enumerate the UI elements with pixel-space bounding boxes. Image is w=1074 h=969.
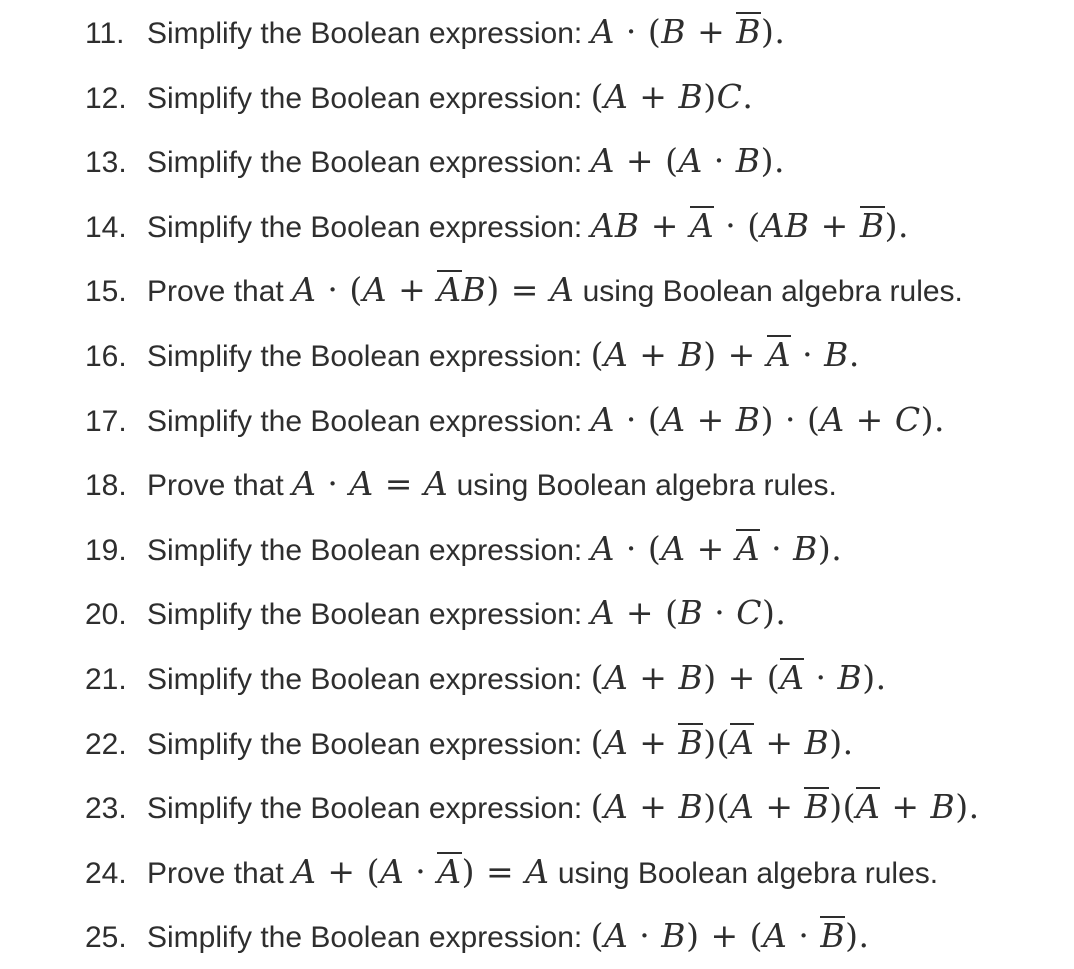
item-text: Simplify the Boolean expression: — [147, 146, 591, 180]
math-expression: (A · B) + (A · B). — [590, 916, 870, 956]
item-number: 14. — [85, 210, 127, 244]
item-number: 19. — [85, 533, 127, 567]
item-number: 23. — [85, 792, 127, 826]
item-content — [147, 464, 837, 504]
item-number: 21. — [85, 662, 127, 696]
item-text: Prove that — [147, 275, 293, 309]
math-expression: (A + B)(A + B)(A + B). — [590, 787, 980, 827]
item-text: using Boolean algebra rules. — [448, 469, 837, 503]
exercise-item — [0, 0, 1074, 65]
exercise-item — [0, 129, 1074, 194]
math-expression: (A + B)C. — [590, 76, 754, 116]
item-content — [147, 593, 787, 633]
item-text: Simplify the Boolean expression: — [147, 533, 591, 567]
math-expression: A + (B · C). — [590, 593, 787, 633]
item-text: Simplify the Boolean expression: — [147, 339, 591, 373]
item-number: 16. — [85, 339, 127, 373]
item-content — [147, 657, 887, 697]
math-expression: (A + B) + (A · B). — [590, 657, 887, 697]
item-content — [147, 76, 754, 116]
exercise-item — [0, 517, 1074, 582]
exercise-item — [0, 646, 1074, 711]
overline: A — [735, 528, 761, 568]
item-text: Simplify the Boolean expression: — [147, 81, 591, 115]
overline: A — [689, 205, 715, 245]
item-content — [147, 141, 785, 181]
item-number: 18. — [85, 469, 127, 503]
item-number: 24. — [85, 856, 127, 890]
overline: A — [437, 270, 462, 310]
exercise-item — [0, 323, 1074, 388]
exercise-item — [0, 711, 1074, 776]
math-expression: A + (A · A) = A — [292, 851, 550, 891]
overline: A — [729, 722, 755, 762]
item-text: Simplify the Boolean expression: — [147, 17, 591, 50]
item-text: Simplify the Boolean expression: — [147, 921, 591, 955]
math-expression: (A + B) + A · B. — [590, 334, 860, 374]
math-expression: A · (B + B). — [590, 12, 786, 51]
overline: B — [736, 12, 761, 51]
item-number: 25. — [85, 921, 127, 955]
item-text: Simplify the Boolean expression: — [147, 210, 591, 244]
item-text: Simplify the Boolean expression: — [147, 727, 591, 761]
math-expression: A + (A · B). — [590, 141, 785, 181]
item-number: 17. — [85, 404, 127, 438]
item-content — [147, 205, 909, 245]
item-text: using Boolean algebra rules. — [549, 856, 939, 890]
math-expression: AB + A · (AB + B). — [590, 205, 909, 245]
item-text: Prove that — [147, 469, 293, 503]
overline: A — [766, 334, 792, 374]
item-content — [147, 270, 963, 310]
item-number: 11. — [85, 17, 125, 50]
item-number: 22. — [85, 727, 127, 761]
exercise-item — [0, 581, 1074, 646]
item-text: using Boolean algebra rules. — [574, 275, 963, 309]
item-content — [147, 12, 786, 51]
item-text: Simplify the Boolean expression: — [147, 598, 591, 632]
item-text: Simplify the Boolean expression: — [147, 792, 591, 826]
exercise-item — [0, 65, 1074, 130]
math-expression: A · (A + B) · (A + C). — [590, 399, 945, 439]
item-content — [147, 334, 860, 374]
item-text: Prove that — [147, 856, 293, 890]
exercise-item — [0, 388, 1074, 453]
item-content — [147, 916, 870, 956]
math-expression: A · A = A — [292, 464, 449, 504]
math-expression: A · (A + AB) = A — [292, 270, 575, 310]
overline: A — [437, 851, 462, 891]
overline: A — [780, 657, 805, 697]
item-number: 15. — [85, 275, 127, 309]
overline: B — [678, 722, 704, 762]
item-content — [147, 399, 945, 439]
overline: B — [820, 916, 846, 956]
overline: A — [855, 787, 881, 827]
overline: B — [804, 787, 830, 827]
item-text: Simplify the Boolean expression: — [147, 662, 591, 696]
exercise-item — [0, 258, 1074, 323]
exercise-item — [0, 194, 1074, 259]
exercise-item — [0, 452, 1074, 517]
item-number: 12. — [85, 81, 127, 115]
exercise-item — [0, 840, 1074, 905]
exercise-item — [0, 775, 1074, 840]
item-content — [147, 722, 854, 762]
math-expression: (A + B)(A + B). — [590, 722, 854, 762]
item-content — [147, 787, 980, 827]
item-number: 13. — [85, 146, 127, 180]
overline: B — [859, 205, 885, 245]
item-content — [147, 851, 939, 891]
math-expression: A · (A + A · B). — [590, 528, 843, 568]
item-number: 20. — [85, 598, 127, 632]
item-content — [147, 528, 843, 568]
exercise-item — [0, 904, 1074, 969]
item-text: Simplify the Boolean expression: — [147, 404, 591, 438]
